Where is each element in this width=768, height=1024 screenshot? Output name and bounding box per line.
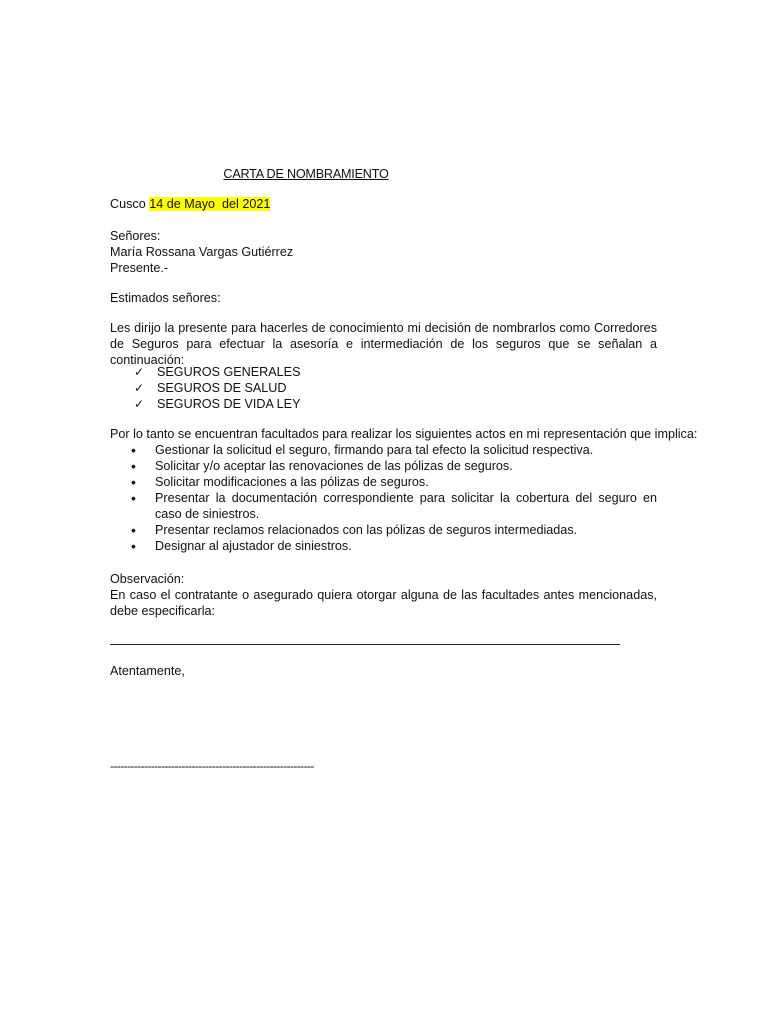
bullet-icon: •	[131, 474, 136, 490]
closing: Atentamente,	[110, 664, 185, 678]
city-label: Cusco	[110, 197, 150, 211]
list-item: • Designar al ajustador de siniestros.	[131, 538, 352, 554]
addressee-block	[110, 228, 657, 276]
date-line	[110, 196, 657, 212]
observation-label: Observación:	[110, 572, 185, 586]
list-item: ✓ SEGUROS DE SALUD	[134, 381, 287, 395]
observation-block	[110, 571, 657, 619]
check-icon: ✓	[134, 381, 145, 395]
presente-label: Presente.-	[110, 261, 169, 275]
addressee-name: María Rossana Vargas Gutiérrez	[110, 245, 294, 259]
bullet-icon: •	[131, 458, 136, 474]
check-icon: ✓	[134, 397, 145, 411]
list-item: • Presentar reclamos relacionados con las pólizas de seguros intermediadas.	[131, 522, 578, 538]
insurance-type-list	[110, 364, 657, 412]
observation-text: En caso el contratante o asegurado quiera otorgar alguna de las facultades antes mencionadas, debe especificarla:	[110, 588, 657, 618]
check-icon: ✓	[134, 365, 145, 379]
powers-intro: Por lo tanto se encuentran facultados para realizar los siguientes actos en mi representación que implica:	[110, 427, 698, 441]
list-item: ✓ SEGUROS DE VIDA LEY	[134, 397, 301, 411]
list-item: • Solicitar modificaciones a las pólizas de seguros.	[131, 474, 429, 490]
bullet-icon: •	[131, 490, 136, 506]
highlighted-date: 14 de Mayo del 2021	[149, 197, 271, 211]
intro-paragraph: Les dirijo la presente para hacerles de conocimiento mi decisión de nombrarlos como Corredores de Seguros para efectuar la asesoría e intermediación de los seguros que se señalan a continuación:	[110, 321, 657, 367]
powers-list	[110, 442, 657, 554]
greeting: Estimados señores:	[110, 291, 221, 305]
bullet-icon: •	[131, 442, 136, 458]
list-item: • Presentar la documentación correspondiente para solicitar la cobertura del seguro en caso de siniestros.	[131, 490, 657, 521]
bullet-icon: •	[131, 522, 136, 538]
list-item: • Gestionar la solicitud el seguro, firmando para tal efecto la solicitud respectiva.	[131, 442, 594, 458]
salutation: Señores:	[110, 229, 161, 243]
list-item: ✓ SEGUROS GENERALES	[134, 365, 301, 379]
bullet-icon: •	[131, 538, 136, 554]
signature-line: ------------------------------------------------------------	[110, 759, 314, 773]
list-item: • Solicitar y/o aceptar las renovaciones de las pólizas de seguros.	[131, 458, 513, 474]
fill-in-line	[110, 644, 620, 645]
page-title: CARTA DE NOMBRAMIENTO	[223, 167, 389, 181]
